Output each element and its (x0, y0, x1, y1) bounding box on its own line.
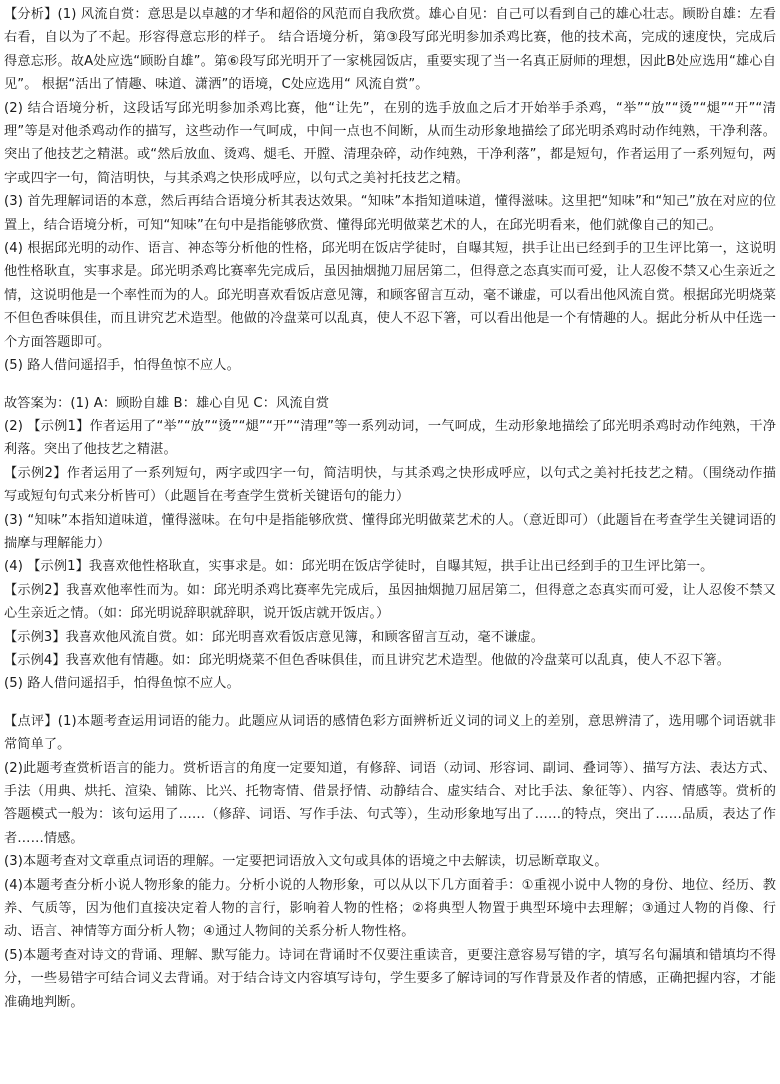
comment-paragraph: 【点评】(1)本题考查运用词语的能力。此题应从词语的感情色彩方面辨析近义词的词义上的差别，意思辨清了，选用哪个词语就非常简单了。 (4, 713, 776, 753)
answer-paragraph: 【示例4】我喜欢他有情趣。如：邱光明烧菜不但色香味俱佳，而且讲究艺术造型。他做的冷盘菜可以乱真，使人不忍下箸。 (4, 652, 731, 668)
answer-paragraph: (3) “知味”本指知道味道，懂得滋味。在句中是指能够欣赏、懂得邱光明做菜艺术的人。（意近即可）（此题旨在考查学生关键词语的揣摩与理解能力） (4, 512, 776, 551)
answer-paragraph: 故答案为：(1) A：顾盼自雄 B：雄心自见 C：风流自赏 (4, 395, 330, 411)
answer-paragraph: 【示例3】我喜欢他风流自赏。如：邱光明喜欢看饭店意见簿，和顾客留言互动，毫不谦虚。 (4, 629, 544, 645)
answer-paragraph: (5) 路人借问遥招手，怕得鱼惊不应人。 (4, 676, 240, 692)
section-gap (4, 696, 776, 710)
answer-paragraph: 【示例2】作者运用了一系列短句，两字或四字一句，简洁明快，与其杀鸡之快形成呼应，以句式之美衬托技艺之精。（围绕动作描写或短句句式来分析皆可）（此题旨在考查学生赏析关键语句的能力） (4, 465, 776, 505)
comment-paragraph: (3)本题考查对文章重点词语的理解。一定要把词语放入文句或具体的语境之中去解读，切忌断章取义。 (4, 854, 608, 870)
answer-paragraph: (4) 【示例1】我喜欢他性格耿直，实事求是。如：邱光明在饭店学徒时，自曝其短，拱手让出已经到手的卫生评比第一。 (4, 559, 714, 575)
analysis-paragraph: (4) 根据邱光明的动作、语言、神态等分析他的性格，邱光明在饭店学徒时，自曝其短，拱手让出已经到手的卫生评比第一，这说明他性格耿直，实事求是。邱光明杀鸡比赛率先完成后，虽因抽烟抛刀屈居第二，但得意之态真实而可爱，让人忍俊不禁又心生亲近之情，这说明他是一个率性而为的人。邱光明喜欢看饭店意见簿，和顾客留言互动，毫不谦虚，可以看出他风流自赏。根据邱光明烧菜不但色香味俱佳，而且讲究艺术造型。他做的冷盘菜可以乱真，使人不忍下箸，可以看出他是一个有情趣的人。据此分析从中任选一个方面答题即可。 (4, 241, 776, 350)
comment-paragraph: (2)此题考查赏析语言的能力。赏析语言的角度一定要知道，有修辞、词语（动词、形容词、副词、叠词等）、描写方法、表达方式、手法（用典、烘托、渲染、铺陈、比兴、托物寄情、借景抒情、动静结合、虚实结合、对比手法、象征等）、内容、情感等。赏析的答题模式一般为：该句运用了……（修辞、词语、写作手法、句式等），生动形象地写出了……的特点，突出了……品质，表达了作者……情感。 (4, 760, 776, 846)
answer-paragraph: (2) 【示例1】作者运用了“举”“放”“烫”“煺”“开”“清理”等一系列动词，一气呵成，生动形象地描绘了邱光明杀鸡时动作纯熟，干净利落。突出了他技艺之精湛。 (4, 418, 776, 458)
answer-paragraph: 【示例2】我喜欢他率性而为。如：邱光明杀鸡比赛率先完成后，虽因抽烟抛刀屈居第二，但得意之态真实而可爱，让人忍俊不禁又心生亲近之情。（如：邱光明说辞职就辞职，说开饭店就开饭店。） (4, 582, 776, 622)
analysis-paragraph: 【分析】(1) 风流自赏：意思是以卓越的才华和超俗的风范而自我欣赏。雄心自见：自己可以看到自己的雄心壮志。顾盼自雄：左看右看，自以为了不起。形容得意忘形的样子。 结合语境分析，第③段写邱光明参加杀鸡比赛，他的技术高，完成的速度快，完成后得意忘形。故A处应选“顾盼自雄”。第⑥段写邱光明开了一家桃园饭店，重要实现了当一名真正厨师的理想，因此B处应选用“雄心自见”。 根据“活出了情趣、味道、潇洒”的语境，C处应选用“ 风流自赏”。 (4, 7, 776, 93)
analysis-paragraph: (2) 结合语境分析，这段话写邱光明参加杀鸡比赛，他“让先”，在别的选手放血之后才开始举手杀鸡，“举”“放”“烫”“煺”“开”“清理”等是对他杀鸡动作的描写，这些动作一气呵成，中间一点也不间断，从而生动形象地描绘了邱光明杀鸡时动作纯熟，干净利落。突出了他技艺之精湛。或“然后放血、烫鸡、煺毛、开膛、清理杂碎，动作纯熟，干净利落”，都是短句，作者运用了一系列短句，两字或四字一句，简洁明快，与其杀鸡之快形成呼应，以句式之美衬托技艺之精。 (4, 100, 776, 186)
analysis-paragraph: (3) 首先理解词语的本意，然后再结合语境分析其表达效果。“知味”本指知道味道，懂得滋味。这里把“知味”和“知己”放在对应的位置上，结合语境分析，可知“知味”在句中是指能够欣赏、懂得邱光明做菜艺术的人，在邱光明看来，他们就像自己的知己。 (4, 194, 776, 233)
analysis-section (4, 3, 776, 378)
analysis-paragraph: (5) 路人借问遥招手，怕得鱼惊不应人。 (4, 358, 240, 374)
comment-paragraph: (5)本题考查对诗文的背诵、理解、默写能力。诗词在背诵时不仅要注重读音，更要注意容易写错的字，填写名句漏填和错填均不得分，一些易错字可结合词义去背诵。对于结合诗文内容填写诗句，学生要多了解诗词的写作背景及作者的情感，正确把握内容，才能准确地判断。 (4, 947, 776, 1010)
comment-paragraph: (4)本题考查分析小说人物形象的能力。分析小说的人物形象，可以从以下几方面着手：①重视小说中人物的身份、地位、经历、教养、气质等，因为他们直接决定着人物的言行，影响着人物的性格；②将典型人物置于典型环境中去理解；③通过人物的肖像、行动、语言、神情等方面分析人物；④通过人物间的关系分析人物性格。 (4, 877, 776, 940)
section-gap (4, 378, 776, 392)
answer-section (4, 392, 776, 696)
comment-section (4, 710, 776, 1014)
